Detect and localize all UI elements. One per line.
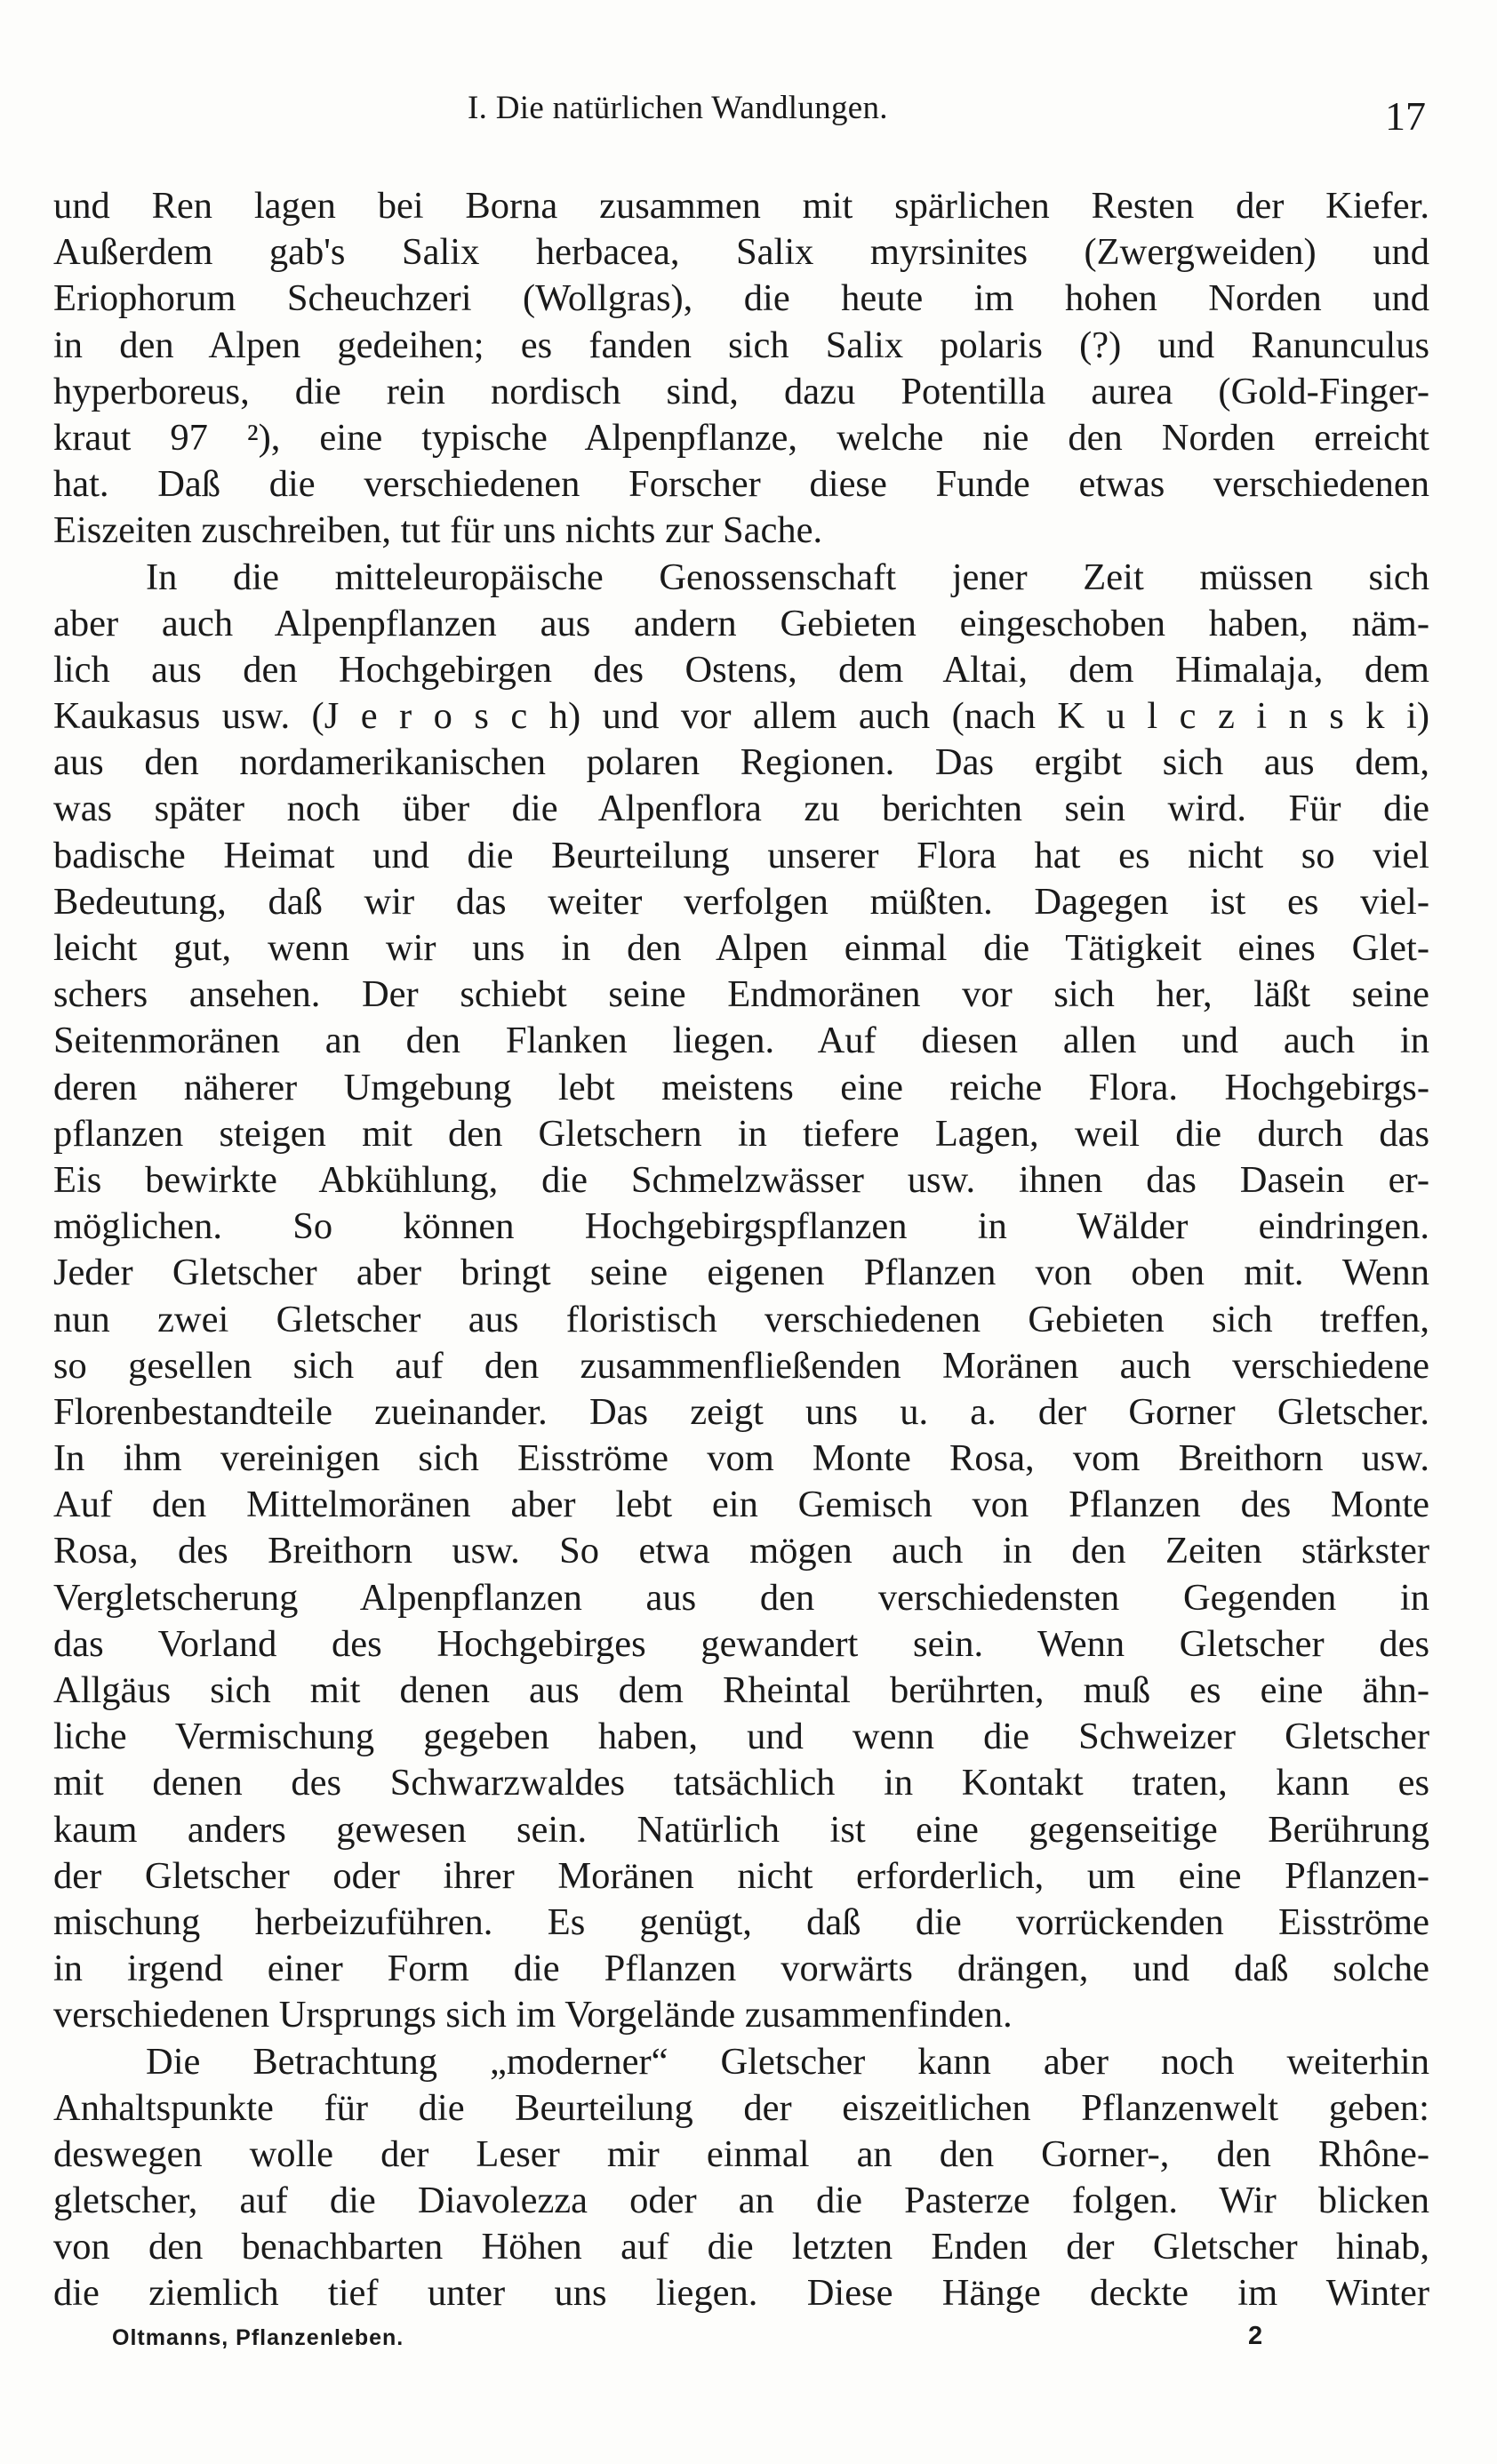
text-line: verschiedenen Ursprungs sich im Vorgelände zusammenfinden. — [53, 1994, 1013, 2036]
text-line: In die mitteleuropäische Genossenschaft jener Zeit müssen sich — [146, 556, 1429, 598]
body-text — [53, 183, 1429, 2317]
text-line: Eiszeiten zuschreiben, tut für uns nichts zur Sache. — [53, 509, 823, 552]
text-line: kaum anders gewesen sein. Natürlich ist eine gegenseitige Berührung — [53, 1808, 1429, 1851]
text-line: schers ansehen. Der schiebt seine Endmoränen vor sich her, läßt seine — [53, 973, 1429, 1016]
text-line: Bedeutung, daß wir das weiter verfolgen müßten. Dagegen ist es viel- — [53, 880, 1429, 923]
text-line: Außerdem gab's Salix herbacea, Salix myrsinites (Zwergweiden) und — [53, 231, 1429, 274]
text-line: aus den nordamerikanischen polaren Regionen. Das ergibt sich aus dem, — [53, 741, 1429, 784]
text-line: mit denen des Schwarzwaldes tatsächlich in Kontakt traten, kann es — [53, 1762, 1429, 1804]
text-line: pflanzen steigen mit den Gletschern in tiefere Lagen, weil die durch das — [53, 1112, 1429, 1155]
text-line: in den Alpen gedeihen; es fanden sich Salix polaris (?) und Ranunculus — [53, 324, 1429, 366]
text-line: nun zwei Gletscher aus floristisch verschiedenen Gebieten sich treffen, — [53, 1298, 1429, 1340]
text-line: der Gletscher oder ihrer Moränen nicht erforderlich, um eine Pflanzen- — [53, 1854, 1429, 1897]
page-header — [0, 89, 1497, 142]
text-line: von den benachbarten Höhen auf die letzten Enden der Gletscher hinab, — [53, 2226, 1429, 2268]
text-line: Kaukasus usw. (J e r o s c h) und vor allem auch (nach K u l c z i n s k i) — [53, 695, 1429, 738]
text-line: hat. Daß die verschiedenen Forscher diese Funde etwas verschiedenen — [53, 463, 1429, 506]
text-line: liche Vermischung gegeben haben, und wenn die Schweizer Gletscher — [53, 1716, 1429, 1758]
text-line: Rosa, des Breithorn usw. So etwa mögen auch in den Zeiten stärkster — [53, 1530, 1429, 1572]
page-number: 17 — [1385, 93, 1426, 139]
sheet-mark: 2 — [1248, 2322, 1263, 2350]
paragraph — [53, 183, 1429, 555]
text-line: In ihm vereinigen sich Eisströme vom Monte Rosa, vom Breithorn usw. — [53, 1437, 1429, 1480]
text-line: Eis bewirkte Abkühlung, die Schmelzwässer usw. ihnen das Dasein er- — [53, 1158, 1429, 1201]
text-line: in irgend einer Form die Pflanzen vorwärts drängen, und daß solche — [53, 1948, 1429, 1990]
text-line: aber auch Alpenpflanzen aus andern Gebieten eingeschoben haben, näm- — [53, 602, 1429, 644]
page-footer — [0, 2322, 1497, 2370]
text-line: Seitenmoränen an den Flanken liegen. Auf diesen allen und auch in — [53, 1020, 1429, 1062]
text-line: lich aus den Hochgebirgen des Ostens, dem Altai, dem Himalaja, dem — [53, 648, 1429, 691]
text-line: deren näherer Umgebung lebt meistens eine reiche Flora. Hochgebirgs- — [53, 1066, 1429, 1108]
text-line: Eriophorum Scheuchzeri (Wollgras), die heute im hohen Norden und — [53, 277, 1429, 320]
text-line: badische Heimat und die Beurteilung unserer Flora hat es nicht so viel — [53, 834, 1429, 876]
text-line: leicht gut, wenn wir uns in den Alpen einmal die Tätigkeit eines Glet- — [53, 927, 1429, 969]
running-title: I. Die natürlichen Wandlungen. — [468, 90, 888, 126]
text-line: deswegen wolle der Leser mir einmal an den Gorner-, den Rhône- — [53, 2132, 1429, 2175]
text-line: Jeder Gletscher aber bringt seine eigenen Pflanzen von oben mit. Wenn — [53, 1252, 1429, 1294]
text-line: mischung herbeizuführen. Es genügt, daß die vorrückenden Eisströme — [53, 1900, 1429, 1943]
paragraph — [53, 555, 1429, 2039]
text-line: die ziemlich tief unter uns liegen. Diese Hänge deckte im Winter — [53, 2272, 1429, 2315]
text-line: möglichen. So können Hochgebirgspflanzen in Wälder eindringen. — [53, 1205, 1429, 1248]
paragraph — [53, 2039, 1429, 2317]
text-line: gletscher, auf die Diavolezza oder an die Pasterze folgen. Wir blicken — [53, 2180, 1429, 2222]
text-line: Florenbestandteile zueinander. Das zeigt uns u. a. der Gorner Gletscher. — [53, 1390, 1429, 1433]
book-signature: Oltmanns, Pflanzenleben. — [112, 2325, 404, 2350]
text-line: Allgäus sich mit denen aus dem Rheintal berührten, muß es eine ähn- — [53, 1669, 1429, 1711]
text-line: was später noch über die Alpenflora zu berichten sein wird. Für die — [53, 788, 1429, 830]
text-line: Vergletscherung Alpenpflanzen aus den verschiedensten Gegenden in — [53, 1576, 1429, 1619]
text-line: Anhaltspunkte für die Beurteilung der eiszeitlichen Pflanzenwelt geben: — [53, 2086, 1429, 2129]
text-line: so gesellen sich auf den zusammenfließenden Moränen auch verschiedene — [53, 1344, 1429, 1387]
text-line: kraut 97 ²), eine typische Alpenpflanze, welche nie den Norden erreicht — [53, 416, 1429, 459]
text-line: Auf den Mittelmoränen aber lebt ein Gemisch von Pflanzen des Monte — [53, 1484, 1429, 1526]
text-line: und Ren lagen bei Borna zusammen mit spärlichen Resten der Kiefer. — [53, 185, 1429, 227]
text-line: Die Betrachtung „moderner“ Gletscher kann aber noch weiterhin — [146, 2040, 1429, 2083]
text-line: hyperboreus, die rein nordisch sind, dazu Potentilla aurea (Gold-Finger- — [53, 370, 1429, 412]
text-line: das Vorland des Hochgebirges gewandert sein. Wenn Gletscher des — [53, 1622, 1429, 1665]
